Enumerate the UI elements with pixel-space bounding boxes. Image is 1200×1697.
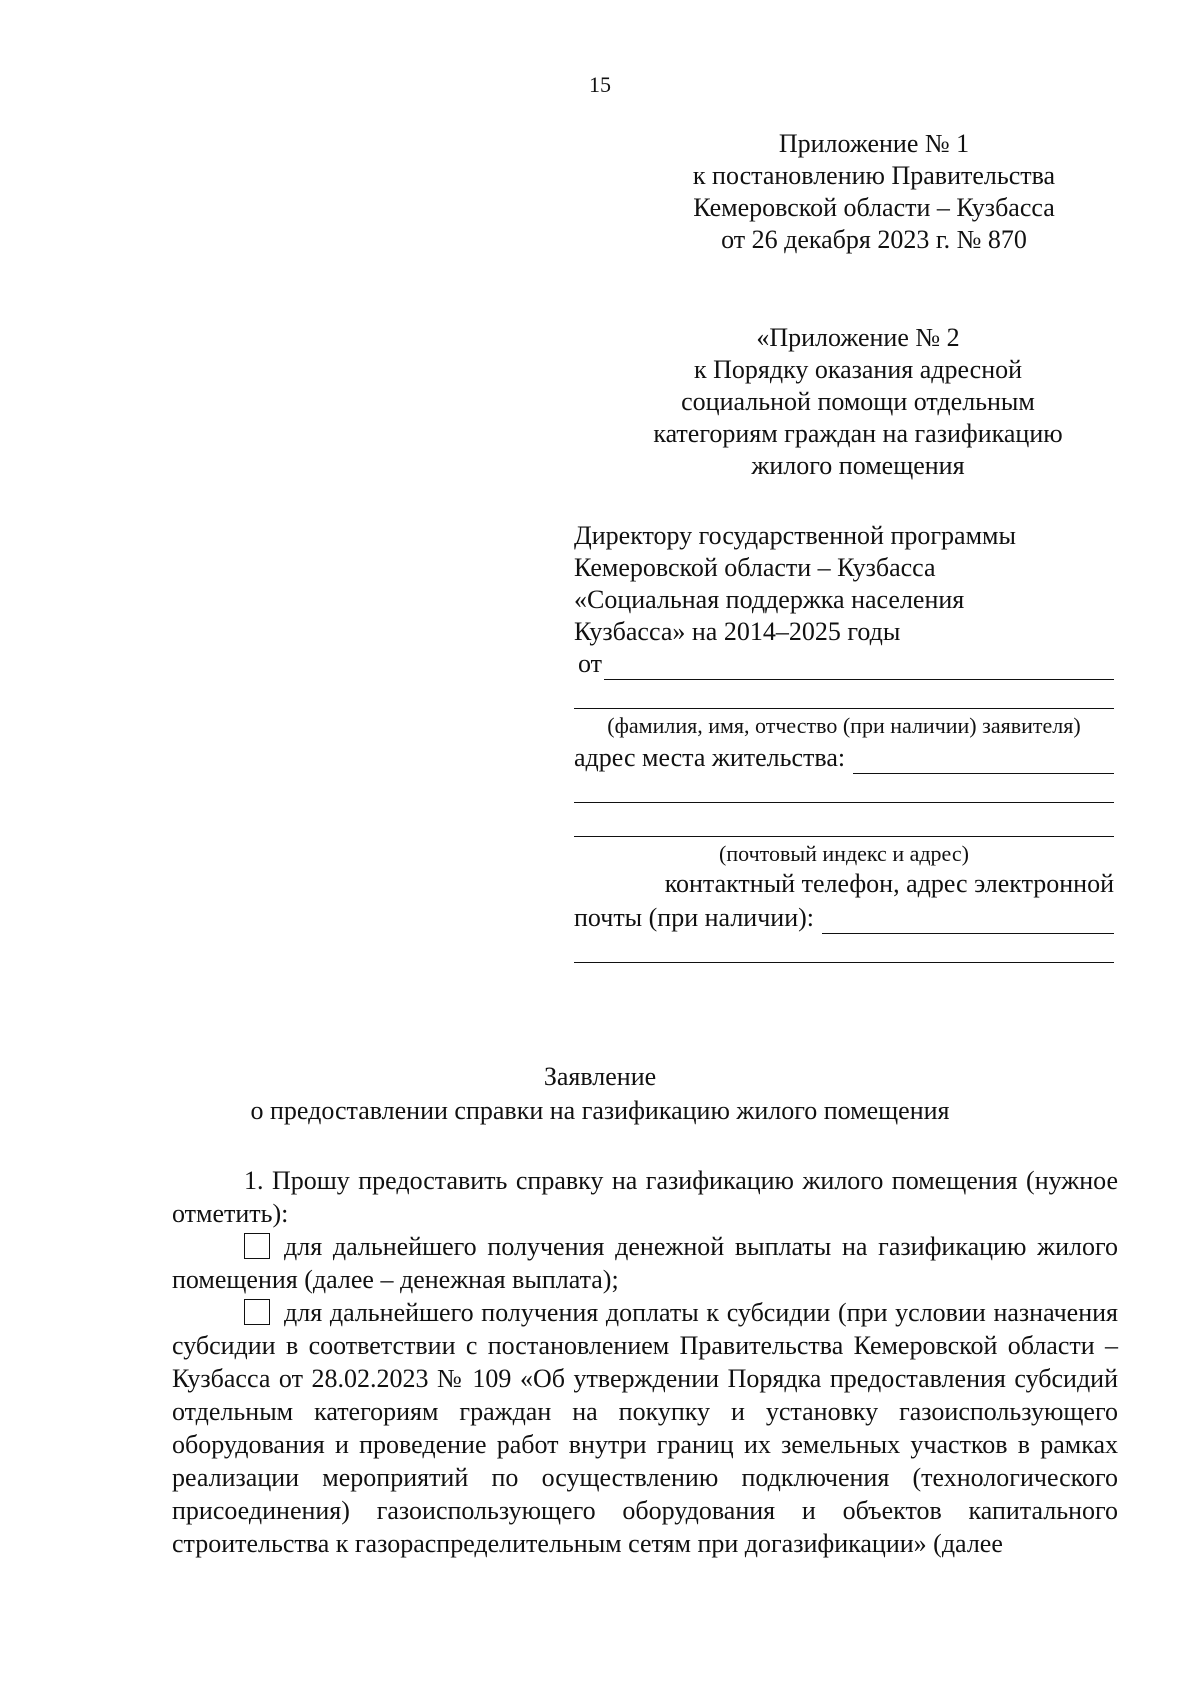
addressee-line: Кемеровской области – Кузбасса xyxy=(574,553,936,582)
name-caption: (фамилия, имя, отчество (при наличии) заявителя) xyxy=(607,713,1081,738)
addressee-line: «Социальная поддержка населения xyxy=(574,585,965,614)
appendix-2-line: к Порядку оказания адресной xyxy=(693,355,1023,384)
statement-title: Заявление xyxy=(543,1062,657,1091)
addressee-line: Кузбасса» на 2014–2025 годы xyxy=(574,617,901,646)
appendix-1-line: от 26 декабря 2023 г. № 870 xyxy=(721,225,1027,254)
from-label: от xyxy=(578,649,603,678)
statement-heading xyxy=(0,1060,1200,1128)
appendix-2-line: социальной помощи отдельным xyxy=(681,387,1035,416)
address-input-line[interactable] xyxy=(853,747,1114,774)
appendix-1-header xyxy=(660,128,1088,256)
contact-label-row xyxy=(574,868,1114,900)
address-label: адрес места жительства: xyxy=(574,743,846,772)
item-1-text: 1. Прошу предоставить справку на газификацию жилого помещения (нужное отметить): xyxy=(172,1166,1118,1228)
option-1-text: для дальнейшего получения денежной выплаты на газификацию жилого помещения (далее – денежная выплата); xyxy=(172,1232,1118,1294)
option-1-row xyxy=(172,1230,1118,1296)
statement-subtitle: о предоставлении справки на газификацию жилого помещения xyxy=(250,1096,950,1125)
option-2-text: для дальнейшего получения доплаты к субсидии (при условии назначения субсидии в соответствии с постановлением Правительства Кемеровской области – Кузбасса от 28.02.2023 № 109 «Об утверждении Порядка предоставления субсидий отдельным категориям граждан на покупку и установку газоиспользующего оборудования и проведение работ внутри границ их земельных участков в рамках реализации мероприятий по осуществлению подключения (технологического присоединения) газоиспользующего оборудования и объектов капитального строительства к газораспределительным сетям при догазификации» (далее xyxy=(172,1298,1118,1558)
appendix-2-line: «Приложение № 2 xyxy=(756,323,960,352)
name-input-line[interactable] xyxy=(574,708,1114,709)
address-field-row xyxy=(574,742,1114,774)
addressee-line: Директору государственной программы xyxy=(574,521,1016,550)
address-caption: (почтовый индекс и адрес) xyxy=(719,841,969,866)
appendix-1-line: Приложение № 1 xyxy=(778,129,970,158)
contact-field-row xyxy=(574,902,1114,934)
contact-label-2: почты (при наличии): xyxy=(574,903,814,932)
option-2-checkbox[interactable] xyxy=(244,1299,270,1325)
address-input-line-3[interactable] xyxy=(574,836,1114,837)
appendix-2-header xyxy=(628,322,1088,482)
contact-input-line[interactable] xyxy=(822,907,1114,934)
address-input-line-2[interactable] xyxy=(574,802,1114,803)
appendix-2-line: категориям граждан на газификацию xyxy=(653,419,1063,448)
option-2-row xyxy=(172,1296,1118,1560)
contact-input-line-2[interactable] xyxy=(574,962,1114,963)
contact-label-1: контактный телефон, адрес электронной xyxy=(664,869,1114,898)
appendix-1-line: к постановлению Правительства xyxy=(692,161,1056,190)
addressee-block xyxy=(574,520,1114,648)
from-field-row xyxy=(578,648,1114,680)
appendix-2-line: жилого помещения xyxy=(751,451,965,480)
page-number: 15 xyxy=(589,72,611,97)
appendix-1-line: Кемеровской области – Кузбасса xyxy=(693,193,1055,222)
statement-body xyxy=(172,1164,1118,1560)
from-input-line[interactable] xyxy=(604,653,1114,680)
option-1-checkbox[interactable] xyxy=(244,1233,270,1259)
